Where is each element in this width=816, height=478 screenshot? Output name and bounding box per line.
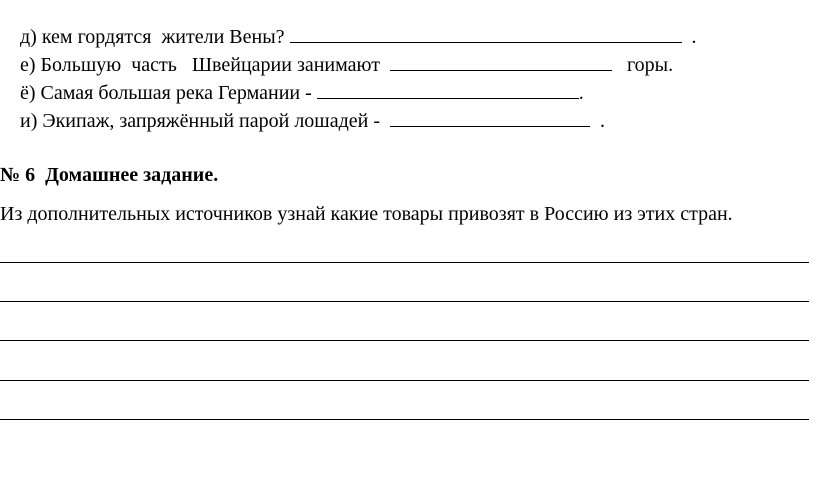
question-d-suffix: .	[681, 26, 697, 48]
answer-line-4[interactable]	[0, 380, 809, 381]
question-i	[0, 85, 605, 157]
question-e-suffix: горы.	[611, 54, 674, 76]
homework-title: № 6 Домашнее задание.	[0, 164, 219, 186]
question-i-suffix: .	[590, 110, 605, 132]
question-yo-suffix: .	[578, 82, 584, 104]
answer-line-1[interactable]	[0, 262, 809, 263]
answer-line-3[interactable]	[0, 340, 809, 341]
answer-line-2[interactable]	[0, 301, 809, 302]
answer-line-5[interactable]	[0, 419, 809, 420]
question-i-blank[interactable]	[390, 109, 590, 127]
question-e-text: е) Большую часть Швейцарии занимают	[20, 54, 390, 76]
question-i-text: и) Экипаж, запряжённый парой лошадей -	[20, 110, 390, 132]
homework-instruction: Из дополнительных источников узнай какие товары привозят в Россию из этих стран.	[0, 203, 733, 225]
question-yo-text: ё) Самая большая река Германии -	[20, 82, 317, 104]
question-d-text: д) кем гордятся жители Вены?	[20, 26, 290, 48]
